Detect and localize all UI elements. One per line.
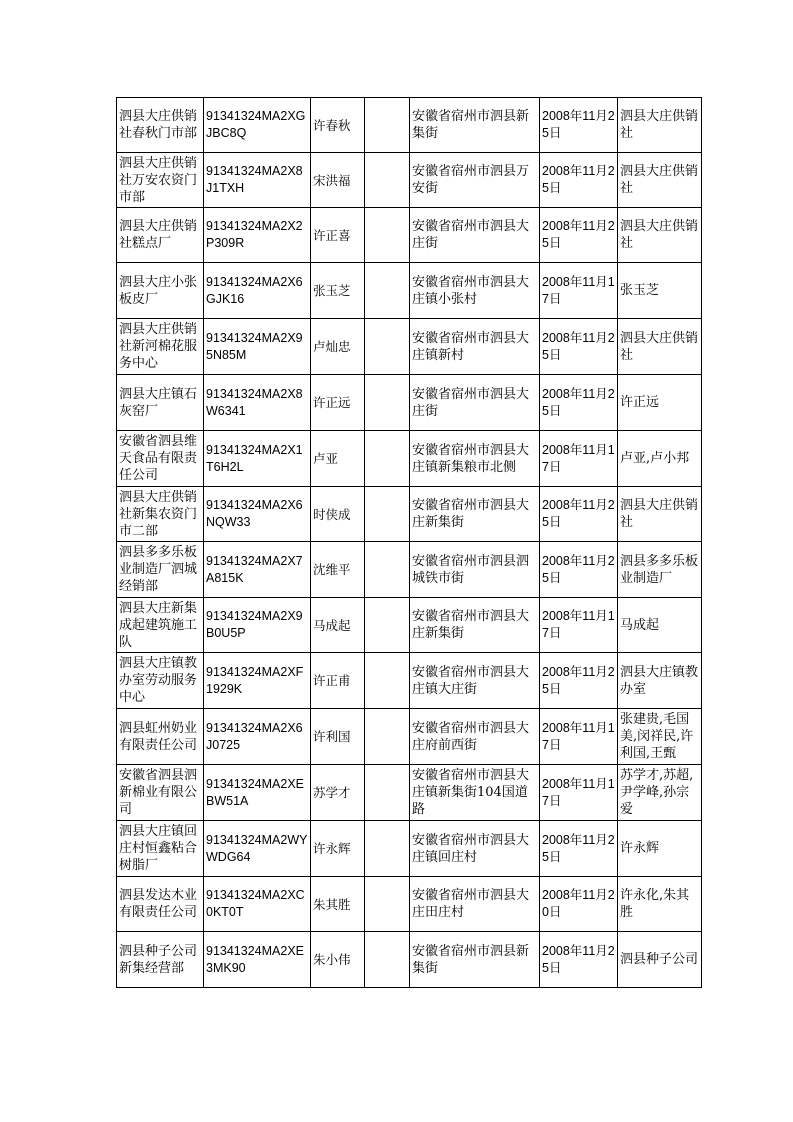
cell-name: 泗县多多乐板业制造厂泗城经销部: [117, 542, 204, 598]
cell-code: 91341324MA2X6J0725: [204, 709, 311, 765]
table-row: [117, 208, 702, 263]
cell-code: 91341324MA2X9B0U5P: [204, 598, 311, 653]
cell-code: 91341324MA2WYWDG64: [204, 821, 311, 877]
cell-investor: 泗县大庄供销社: [618, 98, 702, 153]
cell-person: 许春秋: [311, 98, 365, 153]
cell-name: 泗县虹州奶业有限责任公司: [117, 709, 204, 765]
cell-name: 泗县大庄镇石灰窑厂: [117, 375, 204, 431]
table-row: [117, 153, 702, 208]
cell-person: 张玉芝: [311, 263, 365, 319]
table-row: [117, 431, 702, 487]
table-row: [117, 263, 702, 319]
cell-person: 卢灿忠: [311, 319, 365, 375]
cell-address: 安徽省宿州市泗县大庄镇新村: [410, 319, 540, 375]
cell-person: 许利国: [311, 709, 365, 765]
cell-name: 泗县大庄供销社糕点厂: [117, 208, 204, 263]
cell-code: 91341324MA2X6NQW33: [204, 487, 311, 542]
cell-blank: [365, 375, 410, 431]
cell-address: 安徽省宿州市泗县新集街: [410, 932, 540, 988]
table-row: [117, 765, 702, 821]
cell-blank: [365, 487, 410, 542]
table-row: [117, 98, 702, 153]
table-body: [117, 98, 702, 988]
cell-date: 2008年11月25日: [540, 98, 618, 153]
cell-investor: 泗县大庄供销社: [618, 487, 702, 542]
cell-address: 安徽省宿州市泗县大庄镇大庄街: [410, 653, 540, 709]
table-row: [117, 375, 702, 431]
cell-code: 91341324MA2XE3MK90: [204, 932, 311, 988]
cell-address: 安徽省宿州市泗县大庄镇新集粮市北侧: [410, 431, 540, 487]
cell-date: 2008年11月20日: [540, 877, 618, 932]
cell-blank: [365, 598, 410, 653]
cell-person: 朱其胜: [311, 877, 365, 932]
cell-address: 安徽省宿州市泗县万安街: [410, 153, 540, 208]
cell-address: 安徽省宿州市泗县大庄镇回庄村: [410, 821, 540, 877]
cell-code: 91341324MA2XC0KT0T: [204, 877, 311, 932]
table-row: [117, 821, 702, 877]
cell-date: 2008年11月25日: [540, 153, 618, 208]
cell-investor: 苏学才,苏超,尹学峰,孙宗爱: [618, 765, 702, 821]
cell-address: 安徽省宿州市泗县大庄新集街: [410, 487, 540, 542]
cell-name: 泗县大庄镇回庄村恒鑫粘合树脂厂: [117, 821, 204, 877]
cell-person: 马成起: [311, 598, 365, 653]
cell-person: 苏学才: [311, 765, 365, 821]
cell-name: 泗县大庄供销社新河棉花服务中心: [117, 319, 204, 375]
table-row: [117, 877, 702, 932]
cell-code: 91341324MA2X7A815K: [204, 542, 311, 598]
cell-address: 安徽省宿州市泗县大庄府前西街: [410, 709, 540, 765]
cell-date: 2008年11月25日: [540, 932, 618, 988]
cell-date: 2008年11月17日: [540, 765, 618, 821]
cell-date: 2008年11月17日: [540, 431, 618, 487]
cell-blank: [365, 208, 410, 263]
cell-investor: 张建贵,毛国美,闵祥民,许利国,王甄: [618, 709, 702, 765]
cell-name: 安徽省泗县泗新棉业有限公司: [117, 765, 204, 821]
table-row: [117, 598, 702, 653]
table-row: [117, 932, 702, 988]
cell-code: 91341324MA2X1T6H2L: [204, 431, 311, 487]
cell-person: 宋洪福: [311, 153, 365, 208]
cell-name: 泗县大庄镇教办室劳动服务中心: [117, 653, 204, 709]
cell-investor: 马成起: [618, 598, 702, 653]
cell-name: 泗县大庄新集成起建筑施工队: [117, 598, 204, 653]
cell-address: 安徽省宿州市泗县大庄镇小张村: [410, 263, 540, 319]
cell-person: 许永辉: [311, 821, 365, 877]
cell-name: 泗县大庄小张板皮厂: [117, 263, 204, 319]
registration-table: [116, 97, 702, 988]
cell-blank: [365, 319, 410, 375]
cell-name: 安徽省泗县维天食品有限责任公司: [117, 431, 204, 487]
table-row: [117, 709, 702, 765]
cell-date: 2008年11月25日: [540, 319, 618, 375]
cell-code: 91341324MA2X6GJK16: [204, 263, 311, 319]
cell-blank: [365, 98, 410, 153]
cell-investor: 许永化,朱其胜: [618, 877, 702, 932]
cell-investor: 张玉芝: [618, 263, 702, 319]
cell-address: 安徽省宿州市泗县大庄镇新集街104国道路: [410, 765, 540, 821]
cell-blank: [365, 932, 410, 988]
cell-code: 91341324MA2XEBW51A: [204, 765, 311, 821]
cell-name: 泗县大庄供销社万安农资门市部: [117, 153, 204, 208]
cell-blank: [365, 821, 410, 877]
cell-investor: 许正远: [618, 375, 702, 431]
cell-investor: 泗县大庄供销社: [618, 319, 702, 375]
cell-person: 许正甫: [311, 653, 365, 709]
cell-name: 泗县发达木业有限责任公司: [117, 877, 204, 932]
cell-code: 91341324MA2X8W6341: [204, 375, 311, 431]
cell-name: 泗县种子公司新集经营部: [117, 932, 204, 988]
cell-date: 2008年11月17日: [540, 263, 618, 319]
cell-investor: 泗县大庄供销社: [618, 208, 702, 263]
cell-date: 2008年11月25日: [540, 208, 618, 263]
cell-date: 2008年11月17日: [540, 709, 618, 765]
table-row: [117, 653, 702, 709]
cell-address: 安徽省宿州市泗县大庄街: [410, 375, 540, 431]
cell-date: 2008年11月25日: [540, 821, 618, 877]
cell-address: 安徽省宿州市泗县泗城铁市街: [410, 542, 540, 598]
table-row: [117, 487, 702, 542]
cell-blank: [365, 877, 410, 932]
cell-person: 许正喜: [311, 208, 365, 263]
table-row: [117, 542, 702, 598]
cell-address: 安徽省宿州市泗县大庄田庄村: [410, 877, 540, 932]
cell-date: 2008年11月25日: [540, 487, 618, 542]
cell-person: 朱小伟: [311, 932, 365, 988]
cell-date: 2008年11月25日: [540, 542, 618, 598]
cell-blank: [365, 153, 410, 208]
cell-blank: [365, 431, 410, 487]
cell-person: 沈维平: [311, 542, 365, 598]
cell-code: 91341324MA2X95N85M: [204, 319, 311, 375]
cell-code: 91341324MA2XGJBC8Q: [204, 98, 311, 153]
cell-investor: 泗县多多乐板业制造厂: [618, 542, 702, 598]
cell-code: 91341324MA2X8J1TXH: [204, 153, 311, 208]
cell-investor: 泗县大庄镇教办室: [618, 653, 702, 709]
cell-address: 安徽省宿州市泗县大庄新集街: [410, 598, 540, 653]
cell-blank: [365, 709, 410, 765]
table-row: [117, 319, 702, 375]
cell-date: 2008年11月17日: [540, 598, 618, 653]
cell-code: 91341324MA2XF1929K: [204, 653, 311, 709]
cell-date: 2008年11月25日: [540, 375, 618, 431]
cell-investor: 泗县大庄供销社: [618, 153, 702, 208]
cell-name: 泗县大庄供销社新集农资门市二部: [117, 487, 204, 542]
cell-blank: [365, 263, 410, 319]
cell-code: 91341324MA2X2P309R: [204, 208, 311, 263]
cell-person: 时侠成: [311, 487, 365, 542]
cell-date: 2008年11月25日: [540, 653, 618, 709]
cell-address: 安徽省宿州市泗县大庄街: [410, 208, 540, 263]
cell-blank: [365, 765, 410, 821]
cell-address: 安徽省宿州市泗县新集街: [410, 98, 540, 153]
cell-blank: [365, 542, 410, 598]
cell-investor: 泗县种子公司: [618, 932, 702, 988]
cell-investor: 卢亚,卢小邦: [618, 431, 702, 487]
cell-investor: 许永辉: [618, 821, 702, 877]
cell-person: 卢亚: [311, 431, 365, 487]
cell-person: 许正远: [311, 375, 365, 431]
cell-blank: [365, 653, 410, 709]
cell-name: 泗县大庄供销社春秋门市部: [117, 98, 204, 153]
